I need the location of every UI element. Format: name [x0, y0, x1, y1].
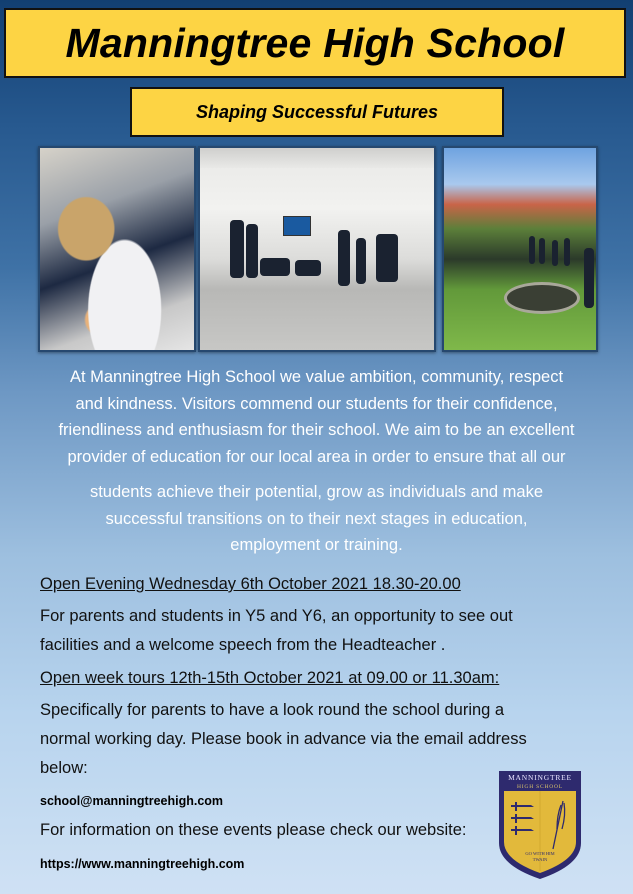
school-garden-photo: [442, 146, 598, 352]
events-section: [40, 570, 600, 787]
tagline-banner: [130, 87, 504, 137]
svg-text:TWAIN: TWAIN: [532, 857, 548, 862]
svg-text:MANNINGTREE: MANNINGTREE: [508, 773, 572, 782]
intro-text: [30, 364, 603, 559]
title-banner: [4, 8, 626, 78]
studio-screen: [283, 216, 311, 236]
students-art-class-photo: [38, 146, 196, 352]
open-evening-description: For parents and students in Y5 and Y6, an opportunity to see out facilities and a welcome speech from the Headteacher .: [40, 607, 513, 654]
open-evening-heading: Open Evening Wednesday 6th October 2021 18.30-20.00: [40, 575, 461, 593]
svg-text:HIGH SCHOOL: HIGH SCHOOL: [517, 784, 563, 790]
dance-studio-photo: [198, 146, 436, 352]
website-info-text: For information on these events please check our website:: [40, 821, 467, 839]
school-crest-icon: [497, 769, 583, 881]
tagline: Shaping Successful Futures: [195, 101, 439, 122]
open-week-description: Specifically for parents to have a look round the school during a normal working day. Please book in advance via the email address below:: [40, 701, 527, 777]
school-title: Manningtree High School: [65, 19, 565, 66]
website-link[interactable]: https://www.manningtreehigh.com: [40, 857, 245, 871]
open-week-heading: Open week tours 12th-15th October 2021 at 09.00 or 11.30am:: [40, 669, 500, 687]
contact-email-link[interactable]: school@manningtreehigh.com: [40, 794, 224, 808]
svg-text:GO WITH HIM: GO WITH HIM: [525, 851, 555, 856]
intro-paragraph-2: students achieve their potential, grow as individuals and make successful transitions on to their next stages in education, employment or training.: [89, 483, 544, 554]
intro-paragraph-1: At Manningtree High School we value ambition, community, respect and kindness. Visitors commend our students for their confidence, friendliness and enthusiasm for their school. We aim to be an excellent provider of education for our local area in order to ensure that all our: [58, 368, 575, 466]
